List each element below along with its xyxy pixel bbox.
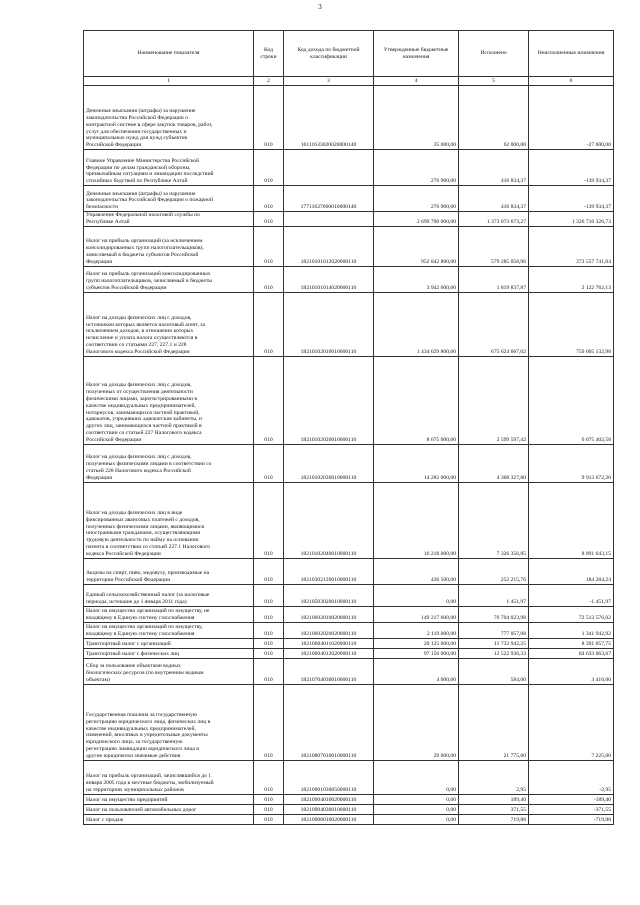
- col-header-executed: Исполнено: [459, 31, 529, 77]
- row-unexecuted: 84 633 063,67: [529, 648, 614, 658]
- row-executed: 4 368 327,80: [459, 444, 529, 482]
- row-income-code: [284, 212, 374, 227]
- table-row: [84, 444, 614, 482]
- table-row: [84, 606, 614, 622]
- row-executed: 189,40: [459, 794, 529, 804]
- row-line-code: 010: [254, 606, 284, 622]
- table-row: [84, 638, 614, 648]
- row-line-code: 010: [254, 226, 284, 266]
- row-unexecuted: 7 225,00: [529, 684, 614, 760]
- row-line-code: 010: [254, 814, 284, 824]
- row-executed: 1 819 837,87: [459, 266, 529, 292]
- row-income-code: 18210904010020000110: [284, 794, 374, 804]
- table-row: [84, 226, 614, 266]
- row-approved: 1 434 629 800,00: [374, 292, 459, 356]
- row-income-code: 18210904030010000110: [284, 804, 374, 814]
- row-approved: 0,00: [374, 794, 459, 804]
- row-line-code: 010: [254, 186, 284, 212]
- report-body: [84, 86, 614, 825]
- row-income-code: 18210906010020000110: [284, 814, 374, 824]
- row-unexecuted: 1 326 716 326,73: [529, 212, 614, 227]
- row-unexecuted: -719,88: [529, 814, 614, 824]
- row-line-code: 010: [254, 212, 284, 227]
- table-row: [84, 648, 614, 658]
- col-number: 3: [284, 77, 374, 86]
- row-line-code: 010: [254, 86, 284, 150]
- row-name: Налог на прибыль организаций, зачислявшийся до 1 января 2005 года в местные бюджеты, мобилизуемый на территориях муниципальных районов: [84, 760, 254, 794]
- row-line-code: 010: [254, 482, 284, 558]
- col-number: 1: [84, 77, 254, 86]
- row-approved: 4 000,00: [374, 658, 459, 684]
- row-unexecuted: -371,55: [529, 804, 614, 814]
- row-name: Налог на прибыль организаций (за исключением консолидированных групп налогоплательщиков), зачисляемый в бюджеты субъектов Российской Федерации: [84, 226, 254, 266]
- row-line-code: 010: [254, 292, 284, 356]
- table-row: [84, 266, 614, 292]
- row-line-code: 010: [254, 804, 284, 814]
- row-unexecuted: 6 075 402,58: [529, 356, 614, 444]
- table-row: [84, 814, 614, 824]
- col-number: 6: [529, 77, 614, 86]
- row-unexecuted: -2,95: [529, 760, 614, 794]
- table-row: [84, 684, 614, 760]
- row-name: Налог на доходы физических лиц с доходов, полученных от осуществления деятельности физическими лицами, зарегистрированными в качестве индивидуальных предпринимателей, нотариусов, занимающихся частной практикой, адвокатов, учредивших адвокатские кабинеты, и других лиц, занимающихся частной практикой в соответствии со статьей 227 Налогового кодекса Российской Федерации: [84, 356, 254, 444]
- row-name: Налог на имущество предприятий: [84, 794, 254, 804]
- row-approved: 97 156 000,00: [374, 648, 459, 658]
- column-number-row: [84, 77, 614, 86]
- row-unexecuted: -1 451,97: [529, 584, 614, 606]
- table-row: [84, 584, 614, 606]
- table-row: [84, 760, 614, 794]
- row-income-code: 18210602010020000110: [284, 606, 374, 622]
- row-unexecuted: 8 391 057,75: [529, 638, 614, 648]
- row-unexecuted: -27 000,00: [529, 86, 614, 150]
- row-approved: 3 942 600,00: [374, 266, 459, 292]
- table-row: [84, 482, 614, 558]
- row-income-code: [284, 150, 374, 186]
- row-executed: 76 704 023,98: [459, 606, 529, 622]
- page-number: 3: [318, 3, 322, 11]
- col-header-unexecuted: Неисполненные назначения: [529, 31, 614, 77]
- row-income-code: 18210102020010000110: [284, 356, 374, 444]
- table-row: [84, 622, 614, 638]
- table-row: [84, 558, 614, 584]
- row-line-code: 010: [254, 658, 284, 684]
- row-line-code: 010: [254, 558, 284, 584]
- row-line-code: 010: [254, 150, 284, 186]
- table-row: [84, 150, 614, 186]
- row-name: Налог на доходы физических лиц с доходов, источником которых является налоговый агент, за исключением доходов, в отношении которых исчисление и уплата налога осуществляются в соответствии со статьями 227, 227.1 и 228 Налогового кодекса Российской Федерации: [84, 292, 254, 356]
- row-name: Акцизы на спирт, пиво, медовуху, производимые на территории Российской Федерации: [84, 558, 254, 584]
- row-approved: 29 000,00: [374, 684, 459, 760]
- row-executed: 2,95: [459, 760, 529, 794]
- row-approved: 14 282 000,00: [374, 444, 459, 482]
- col-header-name: Наименование показателя: [84, 31, 254, 77]
- row-unexecuted: -139 934,37: [529, 186, 614, 212]
- row-unexecuted: 2 122 762,13: [529, 266, 614, 292]
- row-income-code: 18210604011020000110: [284, 638, 374, 648]
- row-executed: 1 451,97: [459, 584, 529, 606]
- row-name: Денежные взыскания (штрафы) за нарушение законодательства Российской Федерации о пожарной безопасности: [84, 186, 254, 212]
- row-executed: 1 373 073 673,27: [459, 212, 529, 227]
- row-name: Налог с продаж: [84, 814, 254, 824]
- table-row: [84, 794, 614, 804]
- row-name: Транспортный налог с организаций: [84, 638, 254, 648]
- row-name: Управление Федеральной налоговой службы по Республике Алтай: [84, 212, 254, 227]
- row-line-code: 010: [254, 622, 284, 638]
- row-approved: 0,00: [374, 760, 459, 794]
- row-approved: 436 500,00: [374, 558, 459, 584]
- row-executed: 584,00: [459, 658, 529, 684]
- row-line-code: 010: [254, 584, 284, 606]
- col-header-income-code: Код дохода по бюджетной классификации: [284, 31, 374, 77]
- row-name: Налог на пользователей автомобильных дорог: [84, 804, 254, 814]
- row-name: Налог на имущество организаций по имуществу, входящему в Единую систему газоснабжения: [84, 622, 254, 638]
- row-executed: 371,55: [459, 804, 529, 814]
- row-approved: 276 900,00: [374, 150, 459, 186]
- row-name: Налог на прибыль организаций консолидированных групп налогоплательщиков, зачисляемый в бюджеты субъектов Российской Федерации: [84, 266, 254, 292]
- row-executed: 12 522 936,33: [459, 648, 529, 658]
- row-line-code: 010: [254, 266, 284, 292]
- row-name: Сбор за пользование объектами водных биологических ресурсов (по внутренним водным объектам): [84, 658, 254, 684]
- row-unexecuted: 3 416,00: [529, 658, 614, 684]
- row-name: Налог на имущество организаций по имуществу, не входящему в Единую систему газоснабжения: [84, 606, 254, 622]
- row-unexecuted: -189,40: [529, 794, 614, 804]
- table-row: [84, 86, 614, 150]
- col-number: 4: [374, 77, 459, 86]
- row-approved: 16 218 000,00: [374, 482, 459, 558]
- row-income-code: 18210807010010000110: [284, 684, 374, 760]
- row-income-code: 18210704030010000110: [284, 658, 374, 684]
- row-unexecuted: 72 513 576,02: [529, 606, 614, 622]
- row-income-code: 18210102030010000110: [284, 444, 374, 482]
- row-income-code: 16111633020020000140: [284, 86, 374, 150]
- col-number: 2: [254, 77, 284, 86]
- table-row: [84, 212, 614, 227]
- row-approved: 0,00: [374, 814, 459, 824]
- row-approved: 2 119 000,00: [374, 622, 459, 638]
- row-income-code: 18210604012020000110: [284, 648, 374, 658]
- row-income-code: 18210602020020000110: [284, 622, 374, 638]
- row-executed: 11 733 942,25: [459, 638, 529, 648]
- row-line-code: 010: [254, 444, 284, 482]
- row-name: Налог на доходы физических лиц в виде фиксированных авансовых платежей с доходов, полученных физическими лицами, являющимися иностранными гражданами, осуществляющими трудовую деятельность по найму на основании патента в соответствии со статьей 227.1 Налогового кодекса Российской Федерации: [84, 482, 254, 558]
- row-name: Налог на доходы физических лиц с доходов, полученных физическими лицами в соответствии со статьей 228 Налогового кодекса Российской Федерации: [84, 444, 254, 482]
- row-unexecuted: 759 005 132,98: [529, 292, 614, 356]
- row-line-code: 010: [254, 760, 284, 794]
- row-approved: 952 842 800,00: [374, 226, 459, 266]
- row-name: Транспортный налог с физических лиц: [84, 648, 254, 658]
- table-row: [84, 804, 614, 814]
- col-header-approved: Утвержденные бюджетные назначения: [374, 31, 459, 77]
- table-row: [84, 658, 614, 684]
- col-header-line-code: Код строки: [254, 31, 284, 77]
- row-executed: 675 624 667,02: [459, 292, 529, 356]
- row-income-code: 18210901030050000110: [284, 760, 374, 794]
- row-income-code: 17711627000010000140: [284, 186, 374, 212]
- row-line-code: 010: [254, 794, 284, 804]
- row-approved: 0,00: [374, 804, 459, 814]
- row-executed: 252 215,76: [459, 558, 529, 584]
- row-approved: 20 125 000,00: [374, 638, 459, 648]
- row-executed: 2 599 597,42: [459, 356, 529, 444]
- row-line-code: 010: [254, 648, 284, 658]
- row-income-code: 18210503020010000110: [284, 584, 374, 606]
- row-executed: 777 057,08: [459, 622, 529, 638]
- row-executed: 21 775,00: [459, 684, 529, 760]
- row-name: Единый сельскохозяйственный налог (за налоговые периоды, истекшие до 1 января 2011 года): [84, 584, 254, 606]
- row-executed: 62 000,00: [459, 86, 529, 150]
- row-income-code: 18210102010010000110: [284, 292, 374, 356]
- row-approved: 0,00: [374, 584, 459, 606]
- header-row: [84, 31, 614, 77]
- row-income-code: 18210102040010000110: [284, 482, 374, 558]
- row-executed: 579 285 058,96: [459, 226, 529, 266]
- row-unexecuted: 8 891 643,15: [529, 482, 614, 558]
- row-approved: 35 000,00: [374, 86, 459, 150]
- table-row: [84, 186, 614, 212]
- table-row: [84, 356, 614, 444]
- row-income-code: 18210302120010000110: [284, 558, 374, 584]
- row-line-code: 010: [254, 684, 284, 760]
- table-row: [84, 292, 614, 356]
- row-executed: 7 326 356,85: [459, 482, 529, 558]
- row-approved: 276 900,00: [374, 186, 459, 212]
- row-unexecuted: 9 913 672,20: [529, 444, 614, 482]
- row-approved: 149 217 600,00: [374, 606, 459, 622]
- row-income-code: 18210101014020000110: [284, 266, 374, 292]
- row-name: Главное Управление Министерства Российской Федерации по делам гражданской обороны, чрезвычайным ситуациям и ликвидации последствий стихийных бедствий по Республике Алтай: [84, 150, 254, 186]
- row-line-code: 010: [254, 638, 284, 648]
- row-executed: 416 834,37: [459, 150, 529, 186]
- row-line-code: 010: [254, 356, 284, 444]
- row-name: Государственная пошлина за государственную регистрацию юридического лица, физических лиц в качестве индивидуальных предпринимателей, изменений, вносимых в учредительные документы юридического лица, за государственную регистрацию ликвидации юридического лица и другие юридически значимые действия: [84, 684, 254, 760]
- col-number: 5: [459, 77, 529, 86]
- budget-report-table: [83, 30, 614, 825]
- row-unexecuted: 373 557 741,04: [529, 226, 614, 266]
- row-approved: 2 699 790 000,00: [374, 212, 459, 227]
- row-income-code: 18210101012020000110: [284, 226, 374, 266]
- row-unexecuted: 184 284,24: [529, 558, 614, 584]
- row-name: Денежные взыскания (штрафы) за нарушение законодательства Российской Федерации о контрактной системе в сфере закупок товаров, работ, услуг для обеспечения государственных и муниципальных нужд для нужд субъектов Российской Федерации: [84, 86, 254, 150]
- row-executed: 719,88: [459, 814, 529, 824]
- row-unexecuted: 1 341 942,92: [529, 622, 614, 638]
- row-approved: 8 675 000,00: [374, 356, 459, 444]
- row-executed: 416 834,37: [459, 186, 529, 212]
- row-unexecuted: -139 934,37: [529, 150, 614, 186]
